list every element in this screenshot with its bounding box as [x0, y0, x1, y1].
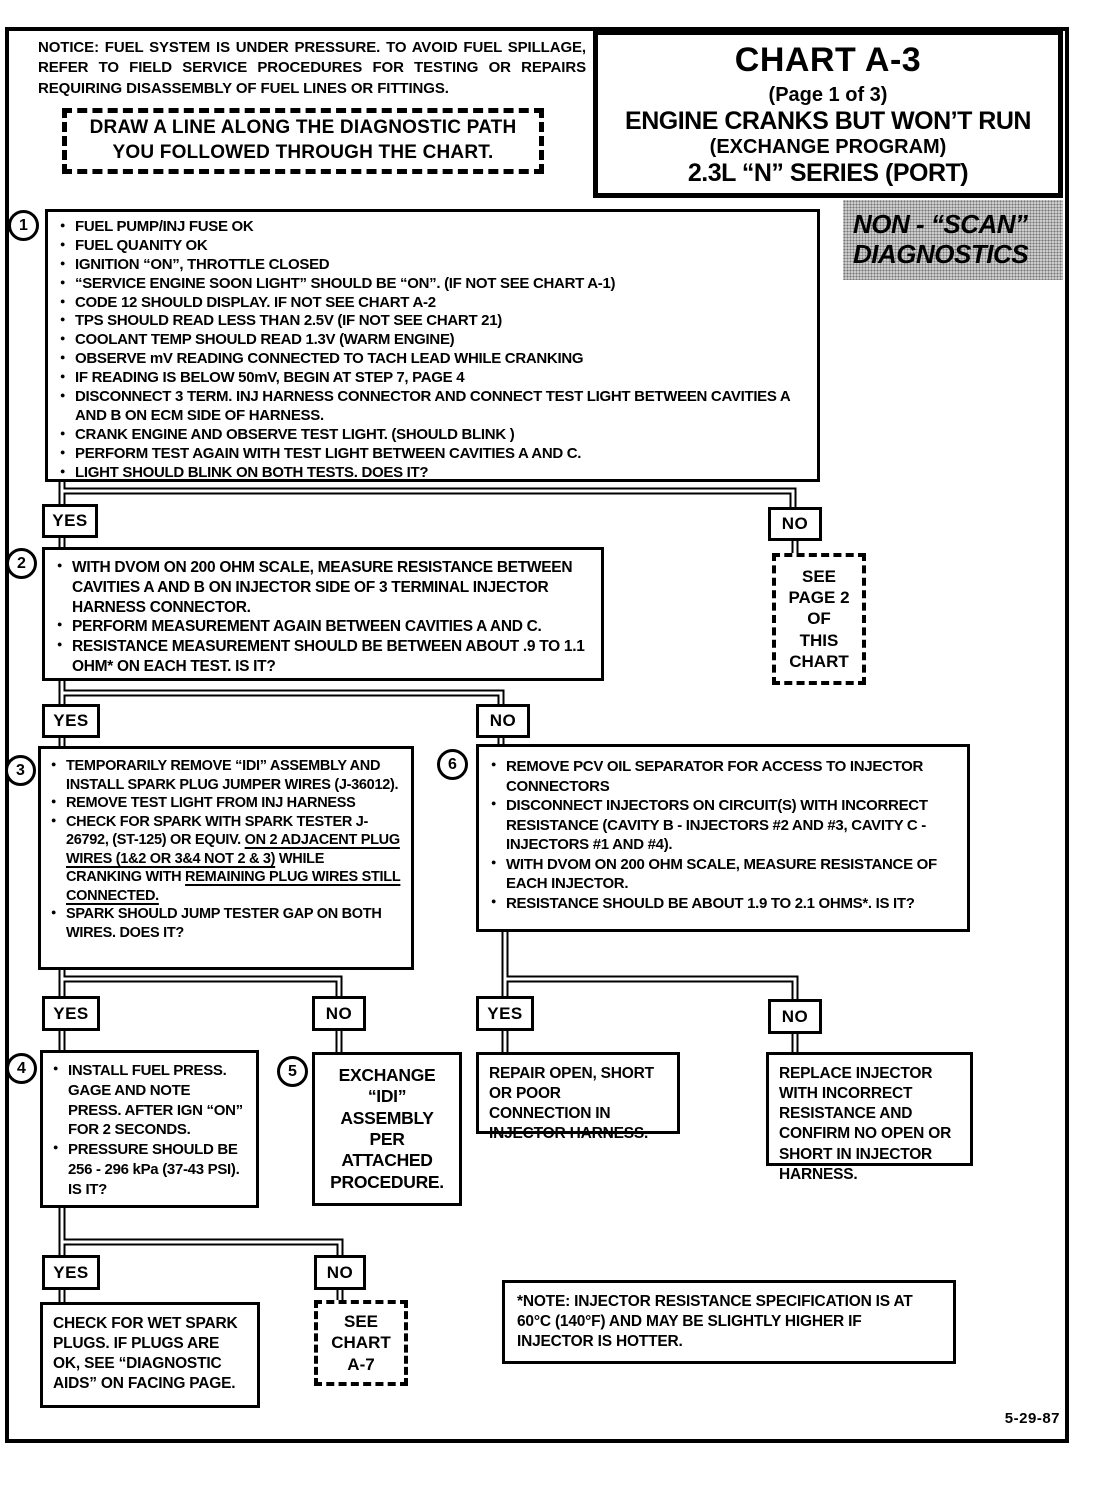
chart-title-box	[593, 30, 1063, 198]
exchange-line: PER	[369, 1129, 405, 1149]
fuel-pressure-notice: NOTICE: FUEL SYSTEM IS UNDER PRESSURE. TO AVOID FUEL SPILLAGE, REFER TO FIELD SERVICE PROCEDURES FOR TESTING OR REPAIRS REQUIRING DISASSEMBLY OF FUEL LINES OR FITTINGS.	[38, 39, 586, 97]
step-item: ● OBSERVE mV READING CONNECTED TO TACH LEAD WHILE CRANKING	[60, 350, 805, 369]
no-label-step1: NO	[768, 507, 822, 541]
yes-label-step3: YES	[42, 996, 100, 1031]
badge-line-1: NON - “SCAN”	[853, 209, 1028, 240]
step-4-box	[40, 1050, 259, 1208]
step-1-box	[45, 209, 820, 482]
injector-resistance-note: *NOTE: INJECTOR RESISTANCE SPECIFICATION IS AT 60°C (140°F) AND MAY BE SLIGHTLY HIGHER IF INJECTOR IS HOTTER.	[502, 1280, 956, 1364]
draw-line-text-1: DRAW A LINE ALONG THE DIAGNOSTIC PATH	[89, 117, 517, 139]
see-page2-line: CHART	[789, 651, 849, 671]
step-6-number: 6	[437, 749, 468, 780]
step-item-part-underlined: ON 2 ADJACENT PLUG WIRES (1&2 OR 3&4 NOT 2 & 3)	[66, 832, 400, 867]
no-label-step3: NO	[312, 996, 366, 1031]
step-4-number: 4	[6, 1053, 37, 1084]
step-item	[51, 813, 401, 906]
exchange-line: EXCHANGE	[338, 1064, 436, 1085]
chart-program: (EXCHANGE PROGRAM)	[709, 135, 947, 158]
step-item: ● REMOVE PCV OIL SEPARATOR FOR ACCESS TO INJECTOR CONNECTORS	[491, 757, 955, 796]
step-item: ● IGNITION “ON”, THROTTLE CLOSED	[60, 256, 805, 275]
no-label-step2: NO	[476, 704, 530, 738]
step-item: ● DISCONNECT INJECTORS ON CIRCUIT(S) WITH INCORRECT RESISTANCE (CAVITY B - INJECTORS #2 AND #3, CAVITY C - INJECTORS #1 AND #4).	[491, 796, 955, 855]
step-item: ● TPS SHOULD READ LESS THAN 2.5V (IF NOT SEE CHART 21)	[60, 312, 805, 331]
step-item: ● INSTALL FUEL PRESS. GAGE AND NOTE PRESS. AFTER IGN “ON” FOR 2 SECONDS.	[53, 1061, 246, 1140]
see-a7-line: CHART	[331, 1333, 391, 1353]
yes-label-step6: YES	[476, 996, 534, 1031]
see-page2-line: SEE	[801, 566, 837, 586]
step-5-exchange-box	[312, 1052, 462, 1206]
see-a7-line: A-7	[347, 1354, 375, 1374]
draw-line-text-2: YOU FOLLOWED THROUGH THE CHART.	[112, 142, 494, 163]
see-chart-a7-terminal	[314, 1300, 408, 1386]
chart-id: CHART A-3	[734, 40, 922, 79]
step-5-number: 5	[277, 1056, 308, 1087]
yes-label-step4: YES	[42, 1255, 100, 1290]
no-label-step4: NO	[314, 1255, 366, 1290]
no-label-step6: NO	[768, 999, 822, 1034]
exchange-line: “IDI”	[367, 1086, 407, 1107]
step-item: ● IF READING IS BELOW 50mV, BEGIN AT STEP 7, PAGE 4	[60, 369, 805, 388]
yes-label-step1: YES	[42, 504, 98, 538]
replace-injector-terminal: REPLACE INJECTOR WITH INCORRECT RESISTANCE AND CONFIRM NO OPEN OR SHORT IN INJECTOR HARNESS.	[766, 1052, 973, 1166]
step-item-part: CHECK FOR SPARK WITH SPARK TESTER J-26792, (ST-125) OR EQUIV.	[66, 813, 369, 849]
step-item-part-underlined: REMAINING PLUG WIRES STILL CONNECTED.	[66, 869, 401, 904]
step-2-number: 2	[6, 548, 37, 579]
step-item: ● LIGHT SHOULD BLINK ON BOTH TESTS. DOES IT?	[60, 464, 805, 483]
see-a7-line: SEE	[343, 1312, 379, 1332]
repair-harness-terminal: REPAIR OPEN, SHORT OR POOR CONNECTION IN INJECTOR HARNESS.	[476, 1052, 680, 1134]
draw-line-instruction-box	[62, 108, 544, 174]
step-item-part: WHILE CRANKING WITH	[66, 850, 325, 886]
step-item: ● REMOVE TEST LIGHT FROM INJ HARNESS	[51, 794, 401, 813]
step-item: ● PERFORM MEASUREMENT AGAIN BETWEEN CAVITIES A AND C.	[57, 617, 589, 637]
chart-page-of: (Page 1 of 3)	[768, 83, 888, 106]
step-2-box	[42, 547, 604, 681]
step-item: ● COOLANT TEMP SHOULD READ 1.3V (WARM ENGINE)	[60, 331, 805, 350]
non-scan-diagnostics-badge	[843, 200, 1063, 280]
step-3-number: 3	[5, 755, 36, 786]
badge-line-2: DIAGNOSTICS	[853, 239, 1029, 269]
step-item: ● WITH DVOM ON 200 OHM SCALE, MEASURE RESISTANCE BETWEEN CAVITIES A AND B ON INJECTOR SIDE OF 3 TERMINAL INJECTOR HARNESS CONNECTOR.	[57, 558, 589, 617]
step-item: ● PRESSURE SHOULD BE 256 - 296 kPa (37-43 PSI). IS IT?	[53, 1140, 246, 1199]
see-page2-line: PAGE 2	[788, 588, 850, 608]
step-item: ● RESISTANCE SHOULD BE ABOUT 1.9 TO 2.1 OHMS*. IS IT?	[491, 894, 955, 914]
step-item: ● DISCONNECT 3 TERM. INJ HARNESS CONNECTOR AND CONNECT TEST LIGHT BETWEEN CAVITIES A AND B ON ECM SIDE OF HARNESS.	[60, 388, 805, 426]
exchange-line: ASSEMBLY	[340, 1107, 434, 1128]
step-item: ● CRANK ENGINE AND OBSERVE TEST LIGHT. (SHOULD BLINK )	[60, 426, 805, 445]
step-item: ● RESISTANCE MEASUREMENT SHOULD BE BETWEEN ABOUT .9 TO 1.1 OHM* ON EACH TEST. IS IT?	[57, 637, 589, 677]
exchange-line: PROCEDURE.	[330, 1171, 444, 1192]
step-item: ● WITH DVOM ON 200 OHM SCALE, MEASURE RESISTANCE OF EACH INJECTOR.	[491, 855, 955, 894]
step-3-box	[38, 746, 414, 970]
exchange-line: ATTACHED	[341, 1150, 433, 1171]
yes-label-step2: YES	[42, 704, 100, 738]
revision-date: 5-29-87	[1004, 1410, 1060, 1427]
see-page2-line: OF	[807, 609, 831, 629]
step-item: ● FUEL PUMP/INJ FUSE OK	[60, 218, 805, 237]
step-item: ● SPARK SHOULD JUMP TESTER GAP ON BOTH WIRES. DOES IT?	[51, 905, 401, 942]
step-item: ● PERFORM TEST AGAIN WITH TEST LIGHT BETWEEN CAVITIES A AND C.	[60, 445, 805, 464]
step-item: ● TEMPORARILY REMOVE “IDI” ASSEMBLY AND INSTALL SPARK PLUG JUMPER WIRES (J-36012).	[51, 757, 401, 794]
see-page-2-terminal	[772, 553, 866, 685]
step-6-box	[476, 744, 970, 932]
step-item: ● FUEL QUANITY OK	[60, 237, 805, 256]
step-1-number: 1	[8, 210, 39, 241]
wet-spark-plugs-terminal: CHECK FOR WET SPARK PLUGS. IF PLUGS ARE OK, SEE “DIAGNOSTIC AIDS” ON FACING PAGE.	[40, 1302, 260, 1408]
chart-engine: 2.3L “N” SERIES (PORT)	[687, 158, 969, 187]
step-item: ● “SERVICE ENGINE SOON LIGHT” SHOULD BE “ON”. (IF NOT SEE CHART A-1)	[60, 275, 805, 294]
chart-name: ENGINE CRANKS BUT WON’T RUN	[625, 106, 1031, 135]
step-item: ● CODE 12 SHOULD DISPLAY. IF NOT SEE CHART A-2	[60, 294, 805, 313]
see-page2-line: THIS	[799, 630, 839, 650]
